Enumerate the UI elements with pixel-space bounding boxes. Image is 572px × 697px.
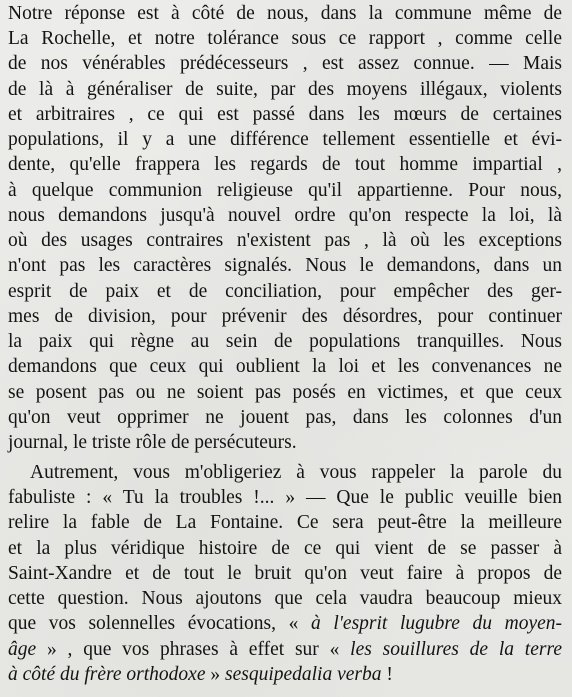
italic-latin-phrase: sesquipedalia verba (224, 664, 382, 685)
text-line: cette question. Nous ajoutons que cela vaudra beaucoup mieux (8, 588, 562, 609)
text-line: populations, il y a une différence tellement essentielle et évi- (8, 129, 562, 150)
text-span: » , que vos phrases à effet sur « (36, 639, 351, 660)
text-span: » (205, 664, 225, 685)
text-line: dente, qu'elle frappera les regards de tout homme impartial , (8, 154, 562, 175)
text-line: Notre réponse est à côté de nous, dans la commune même de (8, 3, 562, 24)
text-line: esprit de paix et de conciliation, pour empêcher des ger- (8, 281, 562, 302)
text-line: se posent pas ou ne soient pas posés en victimes, et que ceux (8, 382, 562, 403)
text-span: ! (381, 664, 393, 685)
text-line (8, 638, 562, 662)
italic-quote: âge (8, 639, 37, 660)
text-line: Autrement, vous m'obligeriez à vous rappeler la parole du (30, 462, 562, 483)
text-line (8, 663, 562, 687)
text-line: où des usages contraires n'existent pas , là où les exceptions (8, 230, 562, 251)
text-line: relire la fable de La Fontaine. Ce sera peut-être la meilleure (8, 512, 562, 533)
text-line: et la plus véridique histoire de ce qui vient de se passer à (8, 538, 562, 559)
text-line: journal, le triste rôle de persécuteurs. (8, 432, 297, 453)
text-line: la paix qui règne au sein de populations tranquilles. Nous (8, 331, 562, 352)
text-line: de nos vénérables prédécesseurs , est assez connue. — Mais (8, 53, 562, 74)
text-line: nous demandons jusqu'à nouvel ordre qu'on respecte la loi, là (8, 205, 562, 226)
text-line: n'ont pas les caractères signalés. Nous le demandons, dans un (8, 255, 562, 276)
text-line: fabuliste : « Tu la troubles !... » — Que le public veuille bien (8, 487, 562, 508)
text-line: qu'on veut opprimer ne jouent pas, dans les colonnes d'un (8, 407, 562, 428)
text-line: mes de division, pour prévenir des désordres, pour continuer (8, 306, 562, 327)
text-line: et arbitraires , ce qui est passé dans les mœurs de certaines (8, 104, 562, 125)
italic-quote: les souillures de la terre (350, 639, 562, 660)
italic-quote: à l'esprit lugubre du moyen- (310, 613, 562, 634)
text-line: La Rochelle, et notre tolérance sous ce rapport , comme celle (8, 28, 562, 49)
italic-quote: à côté du frère orthodoxe (8, 664, 206, 685)
text-line: demandons que ceux qui oublient la loi et les convenances ne (8, 356, 562, 377)
text-span: que vos solennelles évocations, « (8, 613, 311, 634)
text-line: Saint-Xandre et de tout le bruit qu'on veut faire à propos de (8, 563, 562, 584)
text-line: de là à généraliser de suite, par des moyens illégaux, violents (8, 79, 562, 100)
text-line: à quelque communion religieuse qu'il appartienne. Pour nous, (8, 180, 562, 201)
text-line (8, 612, 562, 636)
